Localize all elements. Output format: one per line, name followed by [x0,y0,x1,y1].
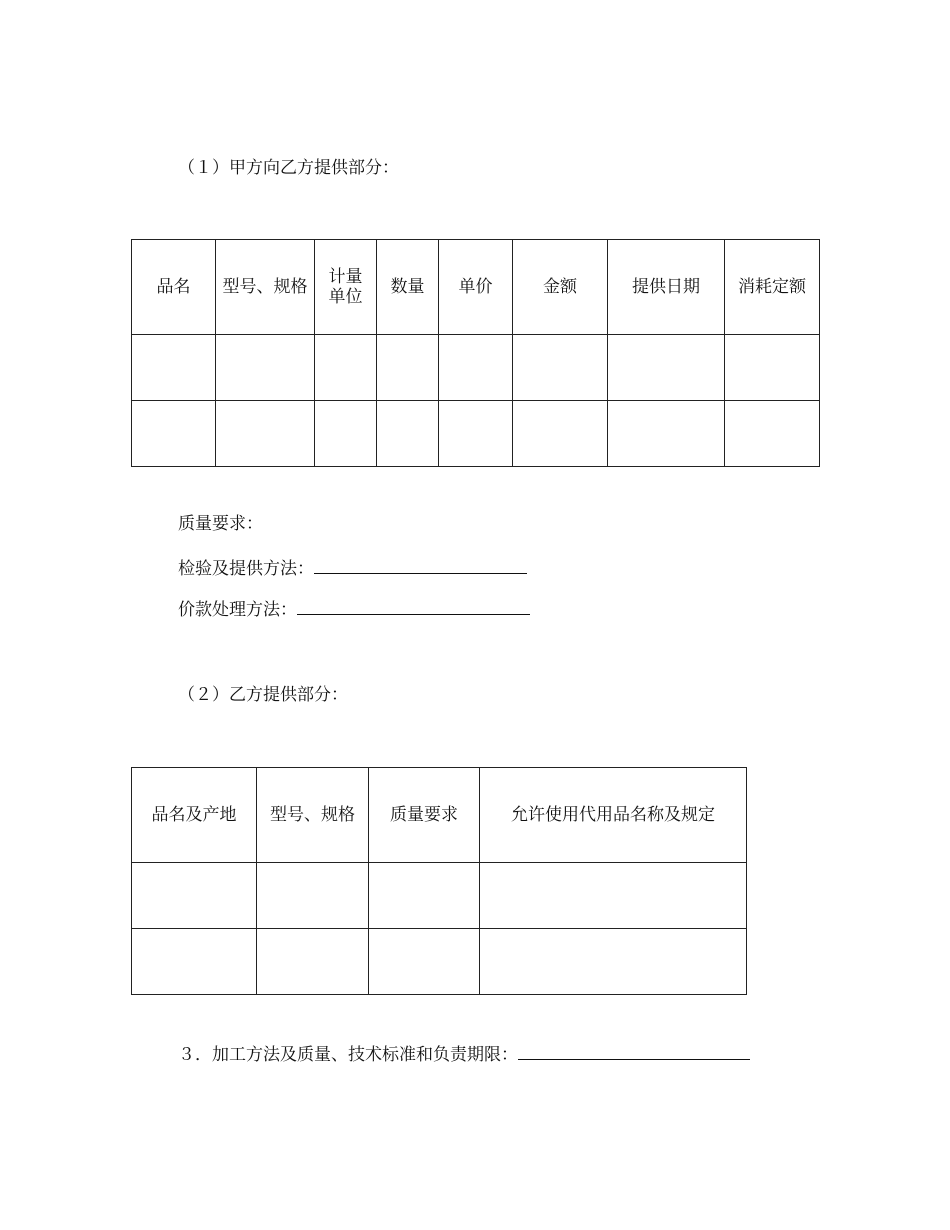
table-row [132,335,820,401]
header-cell-unit-price: 单价 [439,240,513,335]
table-row [132,863,747,929]
table-cell[interactable] [725,335,820,401]
section2-heading: （２）乙方提供部分： [178,685,348,705]
header-cell-product-name: 品名 [132,240,216,335]
header-cell-supply-date: 提供日期 [608,240,725,335]
header-cell-quality-requirements: 质量要求 [369,768,480,863]
header-cell-quantity: 数量 [377,240,439,335]
table-cell[interactable] [132,929,257,995]
processing-method-blank[interactable] [518,1043,750,1060]
table-header-row [132,768,747,863]
table-cell[interactable] [369,863,480,929]
header-cell-substitute-rules: 允许使用代用品名称及规定 [480,768,747,863]
table-cell[interactable] [725,401,820,467]
table-cell[interactable] [377,335,439,401]
table-cell[interactable] [315,335,377,401]
header-cell-model-spec: 型号、规格 [216,240,315,335]
table-cell[interactable] [480,929,747,995]
supplied-by-party-a-table [131,239,820,467]
processing-method-line [178,1043,750,1065]
table-cell[interactable] [608,335,725,401]
table-cell[interactable] [132,863,257,929]
section1-heading: （１）甲方向乙方提供部分： [178,158,399,178]
processing-method-label: ３．加工方法及质量、技术标准和负责期限： [178,1045,518,1065]
table-cell[interactable] [513,401,608,467]
table-cell[interactable] [132,335,216,401]
table-cell[interactable] [216,401,315,467]
table-cell[interactable] [257,929,369,995]
header-cell-consumption-quota: 消耗定额 [725,240,820,335]
table-cell[interactable] [439,401,513,467]
header-cell-amount: 金额 [513,240,608,335]
inspection-method-label: 检验及提供方法： [178,559,314,579]
table-cell[interactable] [608,401,725,467]
inspection-method-line [178,557,527,579]
table-header-row [132,240,820,335]
table-cell[interactable] [132,401,216,467]
table-row [132,929,747,995]
payment-method-line [178,598,530,620]
inspection-method-blank[interactable] [314,557,527,574]
table-cell[interactable] [315,401,377,467]
quality-requirements-label: 质量要求： [178,514,263,534]
table-cell[interactable] [216,335,315,401]
table-row [132,401,820,467]
table-cell[interactable] [377,401,439,467]
header-cell-product-origin: 品名及产地 [132,768,257,863]
table-cell[interactable] [480,863,747,929]
payment-method-blank[interactable] [297,598,530,615]
header-cell-model-spec: 型号、规格 [257,768,369,863]
payment-method-label: 价款处理方法： [178,600,297,620]
supplied-by-party-b-table [131,767,747,995]
table-cell[interactable] [513,335,608,401]
table-cell[interactable] [257,863,369,929]
header-cell-unit: 计量单位 [315,240,377,335]
table-cell[interactable] [439,335,513,401]
table-cell[interactable] [369,929,480,995]
